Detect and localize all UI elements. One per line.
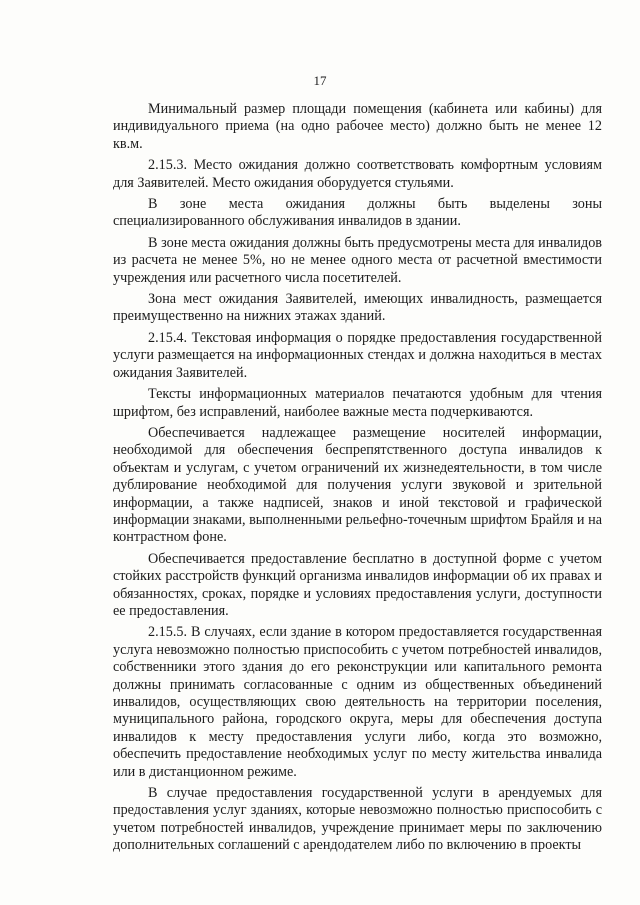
- body-text: [113, 101, 602, 859]
- page-number: 17: [313, 73, 327, 88]
- paragraph: Обеспечивается надлежащее размещение носителей информации, необходимой для обеспечения беспрепятственного доступа инвалидов к объектам и услугам, с учетом ограничений их жизнедеятельности, в том числе дублирование необходимой для получения услуги звуковой и зрительной информации, а также надписей, знаков и иной текстовой и графической информации знаками, выполненными рельефно-точечным шрифтом Брайля и на контрастном фоне.: [113, 424, 602, 546]
- paragraph: 2.15.3. Место ожидания должно соответствовать комфортным условиям для Заявителей. Место ожидания оборудуется стульями.: [113, 157, 602, 191]
- paragraph: Минимальный размер площади помещения (кабинета или кабины) для индивидуального приема (на одно рабочее место) должно быть не менее 12 кв.м.: [113, 101, 602, 152]
- paragraph: Зона мест ожидания Заявителей, имеющих инвалидность, размещается преимущественно на нижних этажах зданий.: [113, 291, 602, 325]
- paragraph: В зоне места ожидания должны быть предусмотрены места для инвалидов из расчета не менее 5%, но не менее одного места от расчетной вместимости учреждения или расчетного числа посетителей.: [113, 234, 602, 286]
- paragraph: Тексты информационных материалов печатаются удобным для чтения шрифтом, без исправлений, наиболее важные места подчеркиваются.: [113, 386, 602, 420]
- paragraph: В зоне места ожидания должны быть выделены зоны специализированного обслуживания инвалидов в здании.: [113, 196, 602, 230]
- paragraph: Обеспечивается предоставление бесплатно в доступной форме с учетом стойких расстройств функций организма инвалидов информации об их правах и обязанностях, сроках, порядке и условиях предоставления услуги, доступности ее предоставления.: [113, 550, 602, 619]
- paragraph: 2.15.5. В случаях, если здание в котором предоставляется государственная услуга невозможно полностью приспособить с учетом потребностей инвалидов, собственники этого здания до его реконструкции или капитального ремонта должны принимать согласованные с одним из общественных объединений инвалидов, осуществляющих свою деятельность на территории поселения, муниципального района, городского округа, меры для обеспечения доступа инвалидов к месту предоставления услуги либо, когда это возможно, обеспечить предоставление необходимых услуг по месту жительства инвалида или в дистанционном режиме.: [113, 624, 602, 780]
- paragraph: 2.15.4. Текстовая информация о порядке предоставления государственной услуги размещается на информационных стендах и должна находиться в местах ожидания Заявителей.: [113, 329, 602, 381]
- paragraph: В случае предоставления государственной услуги в арендуемых для предоставления услуг зданиях, которые невозможно полностью приспособить с учетом потребностей инвалидов, учреждение принимает меры по заключению дополнительных соглашений с арендодателем либо по включению в проекты: [113, 785, 602, 854]
